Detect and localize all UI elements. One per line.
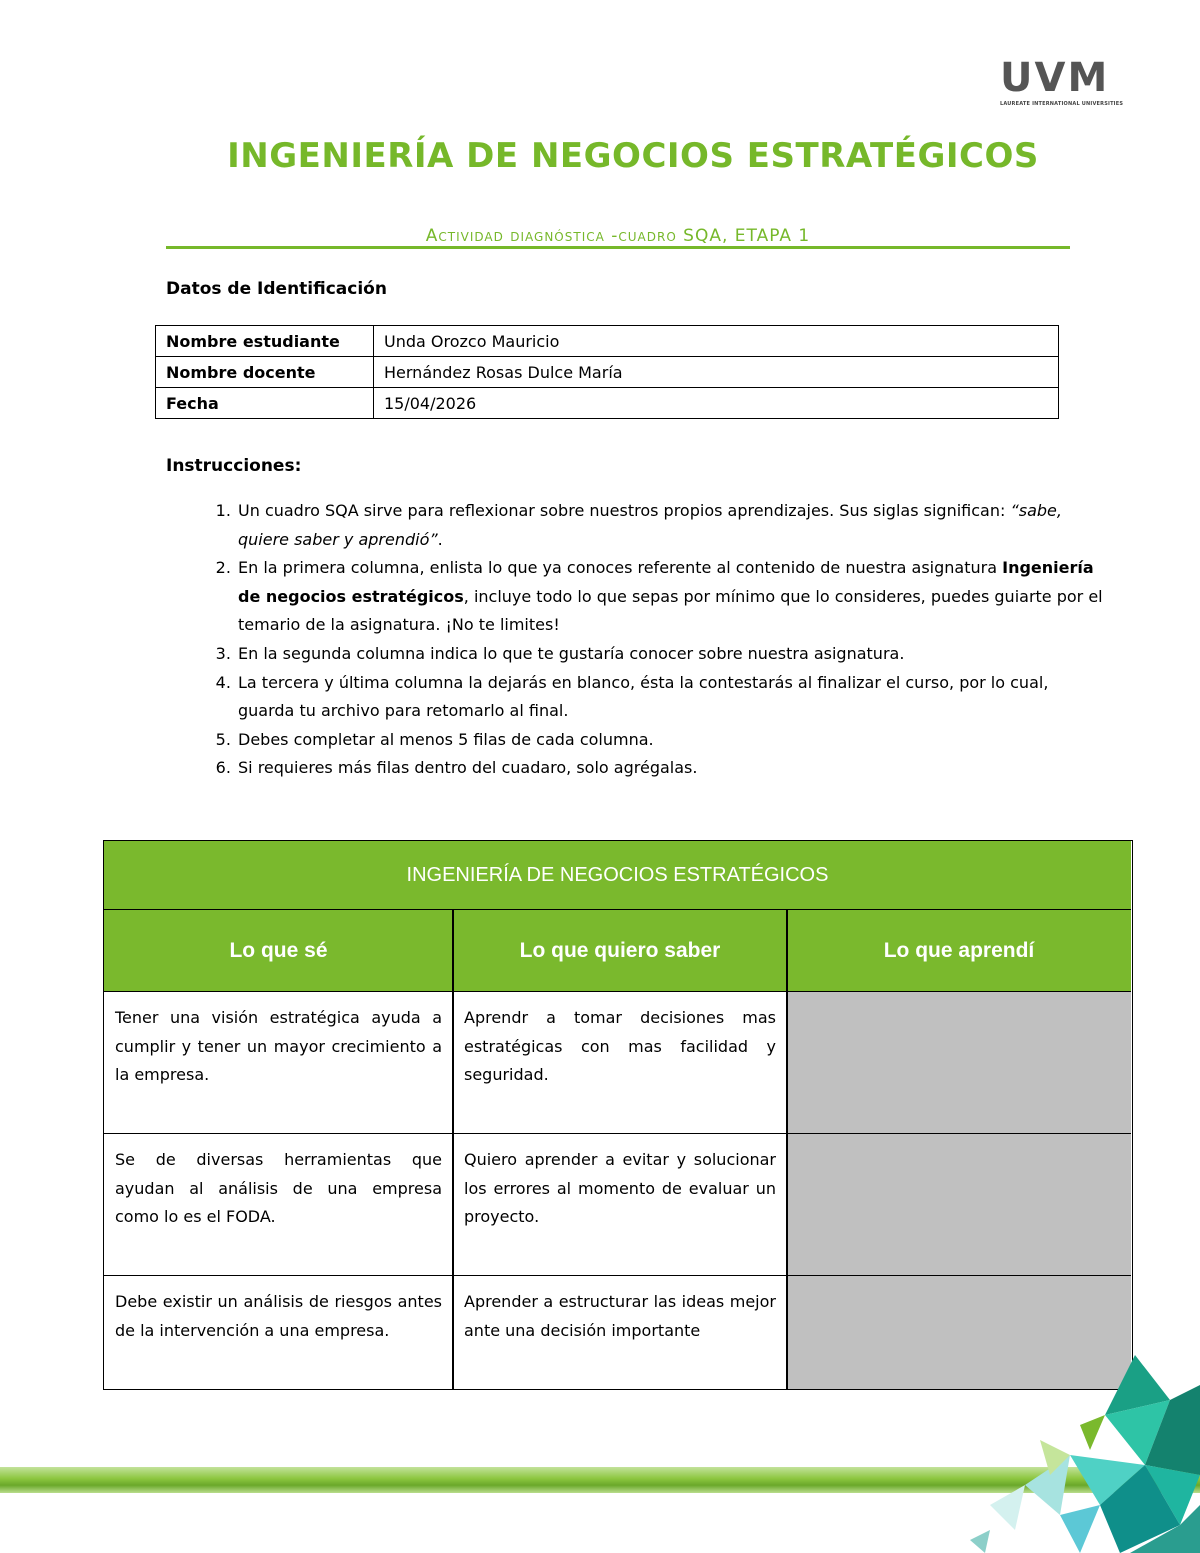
logo-text: UVM (1000, 55, 1110, 101)
page-title: INGENIERÍA DE NEGOCIOS ESTRATÉGICOS (227, 136, 1039, 176)
cell-se: Debe existir un análisis de riesgos antes de la intervención a una empresa. (115, 1292, 442, 1340)
table-row (156, 357, 1059, 388)
list-item (236, 554, 1108, 640)
column-divider (786, 910, 788, 1390)
cell-aprendi (787, 1134, 1131, 1276)
list-item: 5. Debes completar al menos 5 filas de cada columna. (236, 726, 1108, 755)
cell-se: Tener una visión estratégica ayuda a cumplir y tener un mayor crecimiento a la empresa. (104, 992, 453, 1134)
decorative-triangles-graphic (930, 1355, 1200, 1553)
teacher-value: Hernández Rosas Dulce María (374, 357, 1059, 388)
cell-quiero: Aprendr a tomar decisiones mas estratégicas con mas facilidad y seguridad. (453, 992, 787, 1134)
instruction-strong: Ingeniería de negocios estratégicos (238, 558, 1094, 606)
sqa-table (103, 840, 1133, 1390)
instruction-text: En la primera columna, enlista lo que ya conoces referente al contenido de nuestra asignatura (238, 558, 1003, 578)
cell-se: Se de diversas herramientas que ayudan al análisis de una empresa como lo es el FODA. (104, 1134, 453, 1276)
instruction-text: . (437, 529, 443, 549)
date-value: 15/04/2026 (374, 388, 1059, 419)
date-label: Fecha (156, 388, 374, 419)
identification-heading: Datos de Identificación (166, 279, 387, 299)
page-subtitle: Actividad diagnóstica -cuadro SQA, ETAPA 1 (425, 226, 811, 246)
cell-quiero: Quiero aprender a evitar y solucionar los errores al momento de evaluar un proyecto. (453, 1134, 787, 1276)
uvm-logo (1000, 55, 1124, 108)
sqa-title: INGENIERÍA DE NEGOCIOS ESTRATÉGICOS (104, 841, 1131, 910)
list-item (236, 497, 1108, 554)
list-item: 6. Si requieres más filas dentro del cuadaro, solo agrégalas. (236, 754, 1108, 783)
instruction-text: Un cuadro SQA sirve para reflexionar sobre nuestros propios aprendizajes. Sus siglas significan: (238, 501, 1011, 520)
instruction-emphasis: “sabe, quiere saber y aprendió” (238, 501, 1062, 549)
subtitle-divider (166, 246, 1070, 249)
column-divider (452, 910, 454, 1390)
table-row (156, 388, 1059, 419)
identification-table (155, 325, 1059, 419)
logo-subtext: LAUREATE INTERNATIONAL UNIVERSITIES (1000, 101, 1124, 107)
instruction-text: , incluye todo lo que sepas por mínimo que lo consideres, puedes guiarte por el temario de la asignatura. ¡No te limites! (238, 586, 1103, 635)
teacher-label: Nombre docente (156, 357, 374, 388)
student-label: Nombre estudiante (156, 326, 374, 357)
header-lo-que-quiero-saber: Lo que quiero saber (453, 910, 787, 992)
list-item: 3. En la segunda columna indica lo que te gustaría conocer sobre nuestra asignatura. (236, 640, 1108, 669)
instructions-heading: Instrucciones: (166, 456, 302, 476)
header-lo-que-se: Lo que sé (104, 910, 453, 992)
list-item: 4. La tercera y última columna la dejarás en blanco, ésta la contestarás al finalizar el curso, por lo cual, guarda tu archivo para retomarlo al final. (236, 669, 1108, 726)
table-row (156, 326, 1059, 357)
student-value: Unda Orozco Mauricio (374, 326, 1059, 357)
header-lo-que-aprendi: Lo que aprendí (787, 910, 1131, 992)
cell-aprendi (787, 992, 1131, 1134)
cell-quiero: Aprender a estructurar las ideas mejor ante una decisión importante (464, 1292, 776, 1340)
instructions-list (200, 497, 1108, 783)
